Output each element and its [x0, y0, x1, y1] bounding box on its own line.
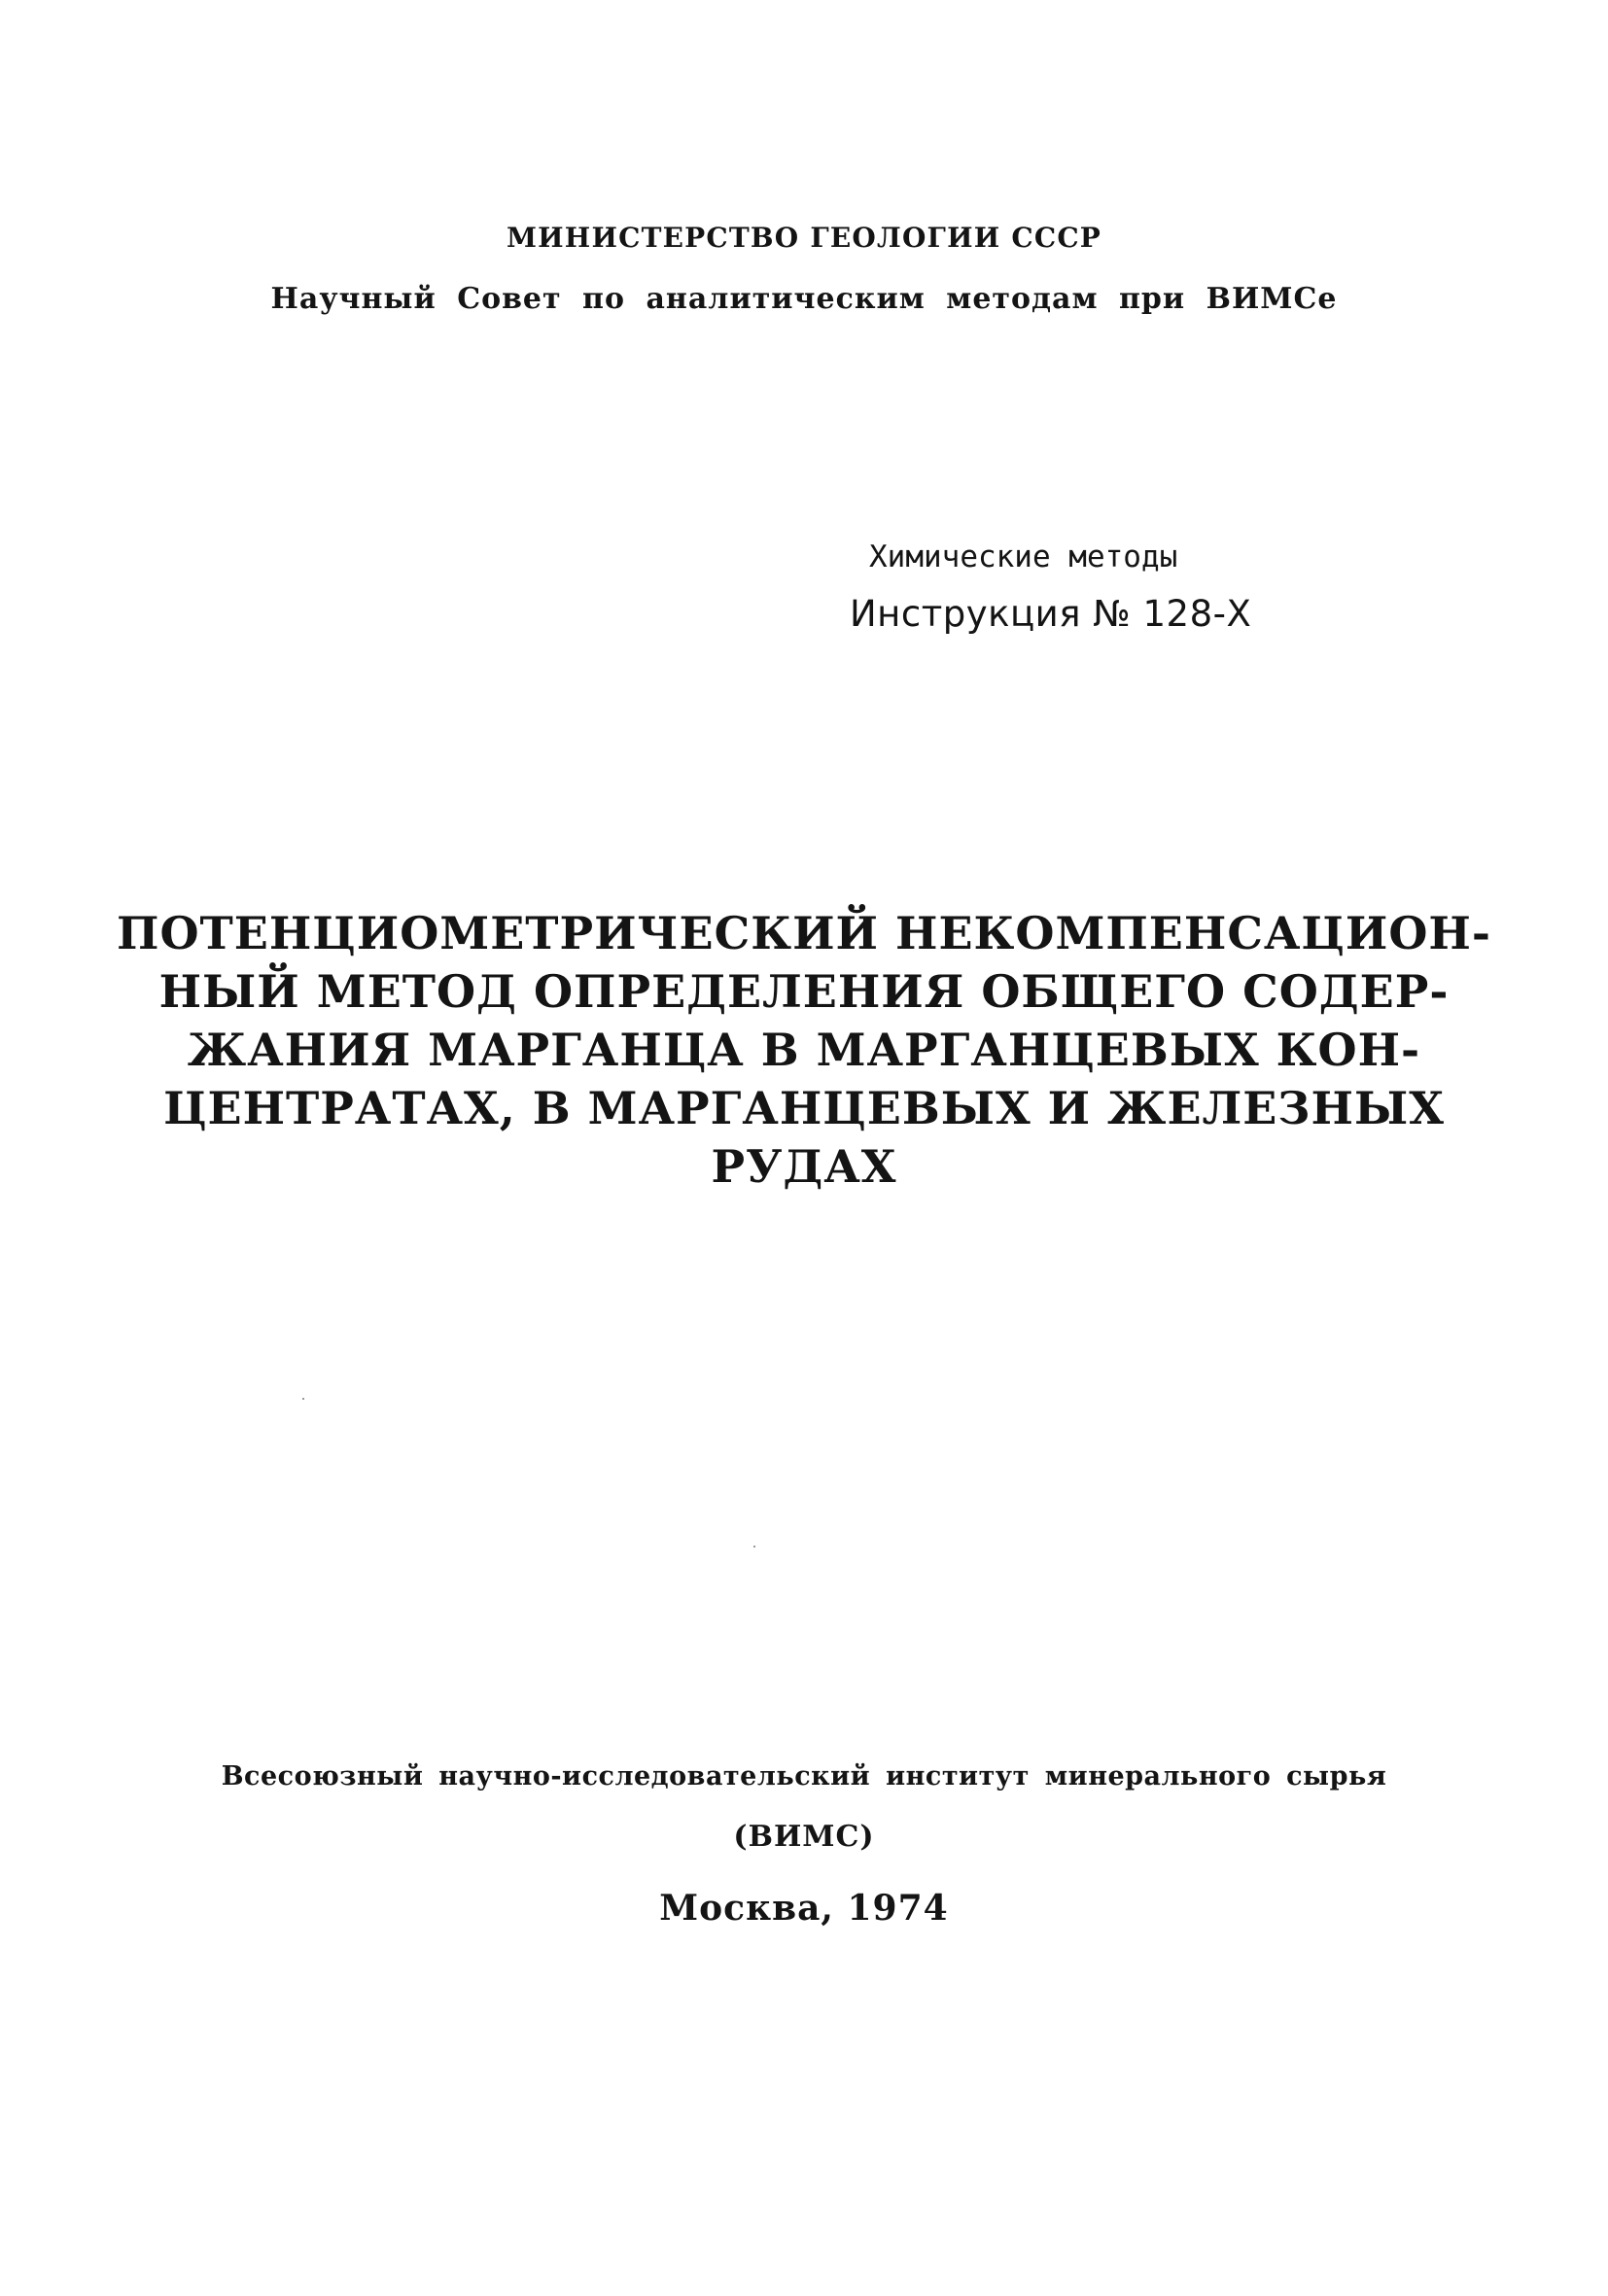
- series-category: Химические методы: [869, 539, 1178, 574]
- document-title: [0, 904, 1608, 1196]
- title-line: РУДАХ: [711, 1140, 897, 1193]
- title-line: ЖАНИЯ МАРГАНЦА В МАРГАНЦЕВЫХ КОН-: [187, 1024, 1421, 1076]
- institute-abbreviation: (ВИМС): [733, 1820, 875, 1854]
- title-line: ЦЕНТРАТАХ, В МАРГАНЦЕВЫХ И ЖЕЛЕЗНЫХ: [163, 1082, 1445, 1134]
- scan-speck: [302, 1398, 304, 1400]
- scan-speck: [753, 1546, 755, 1548]
- title-line: НЫЙ МЕТОД ОПРЕДЕЛЕНИЯ ОБЩЕГО СОДЕР-: [158, 965, 1450, 1018]
- instruction-number: Инструкция № 128-Х: [850, 593, 1252, 635]
- ministry-heading: МИНИСТЕРСТВО ГЕОЛОГИИ СССР: [506, 222, 1102, 254]
- institute-name: Всесоюзный научно-исследовательский институт минерального сырья: [221, 1761, 1387, 1792]
- title-line: ПОТЕНЦИОМЕТРИЧЕСКИЙ НЕКОМПЕНСАЦИОН-: [117, 907, 1491, 959]
- council-heading: Научный Совет по аналитическим методам при ВИМСе: [270, 282, 1338, 316]
- place-and-year: Москва, 1974: [659, 1888, 949, 1929]
